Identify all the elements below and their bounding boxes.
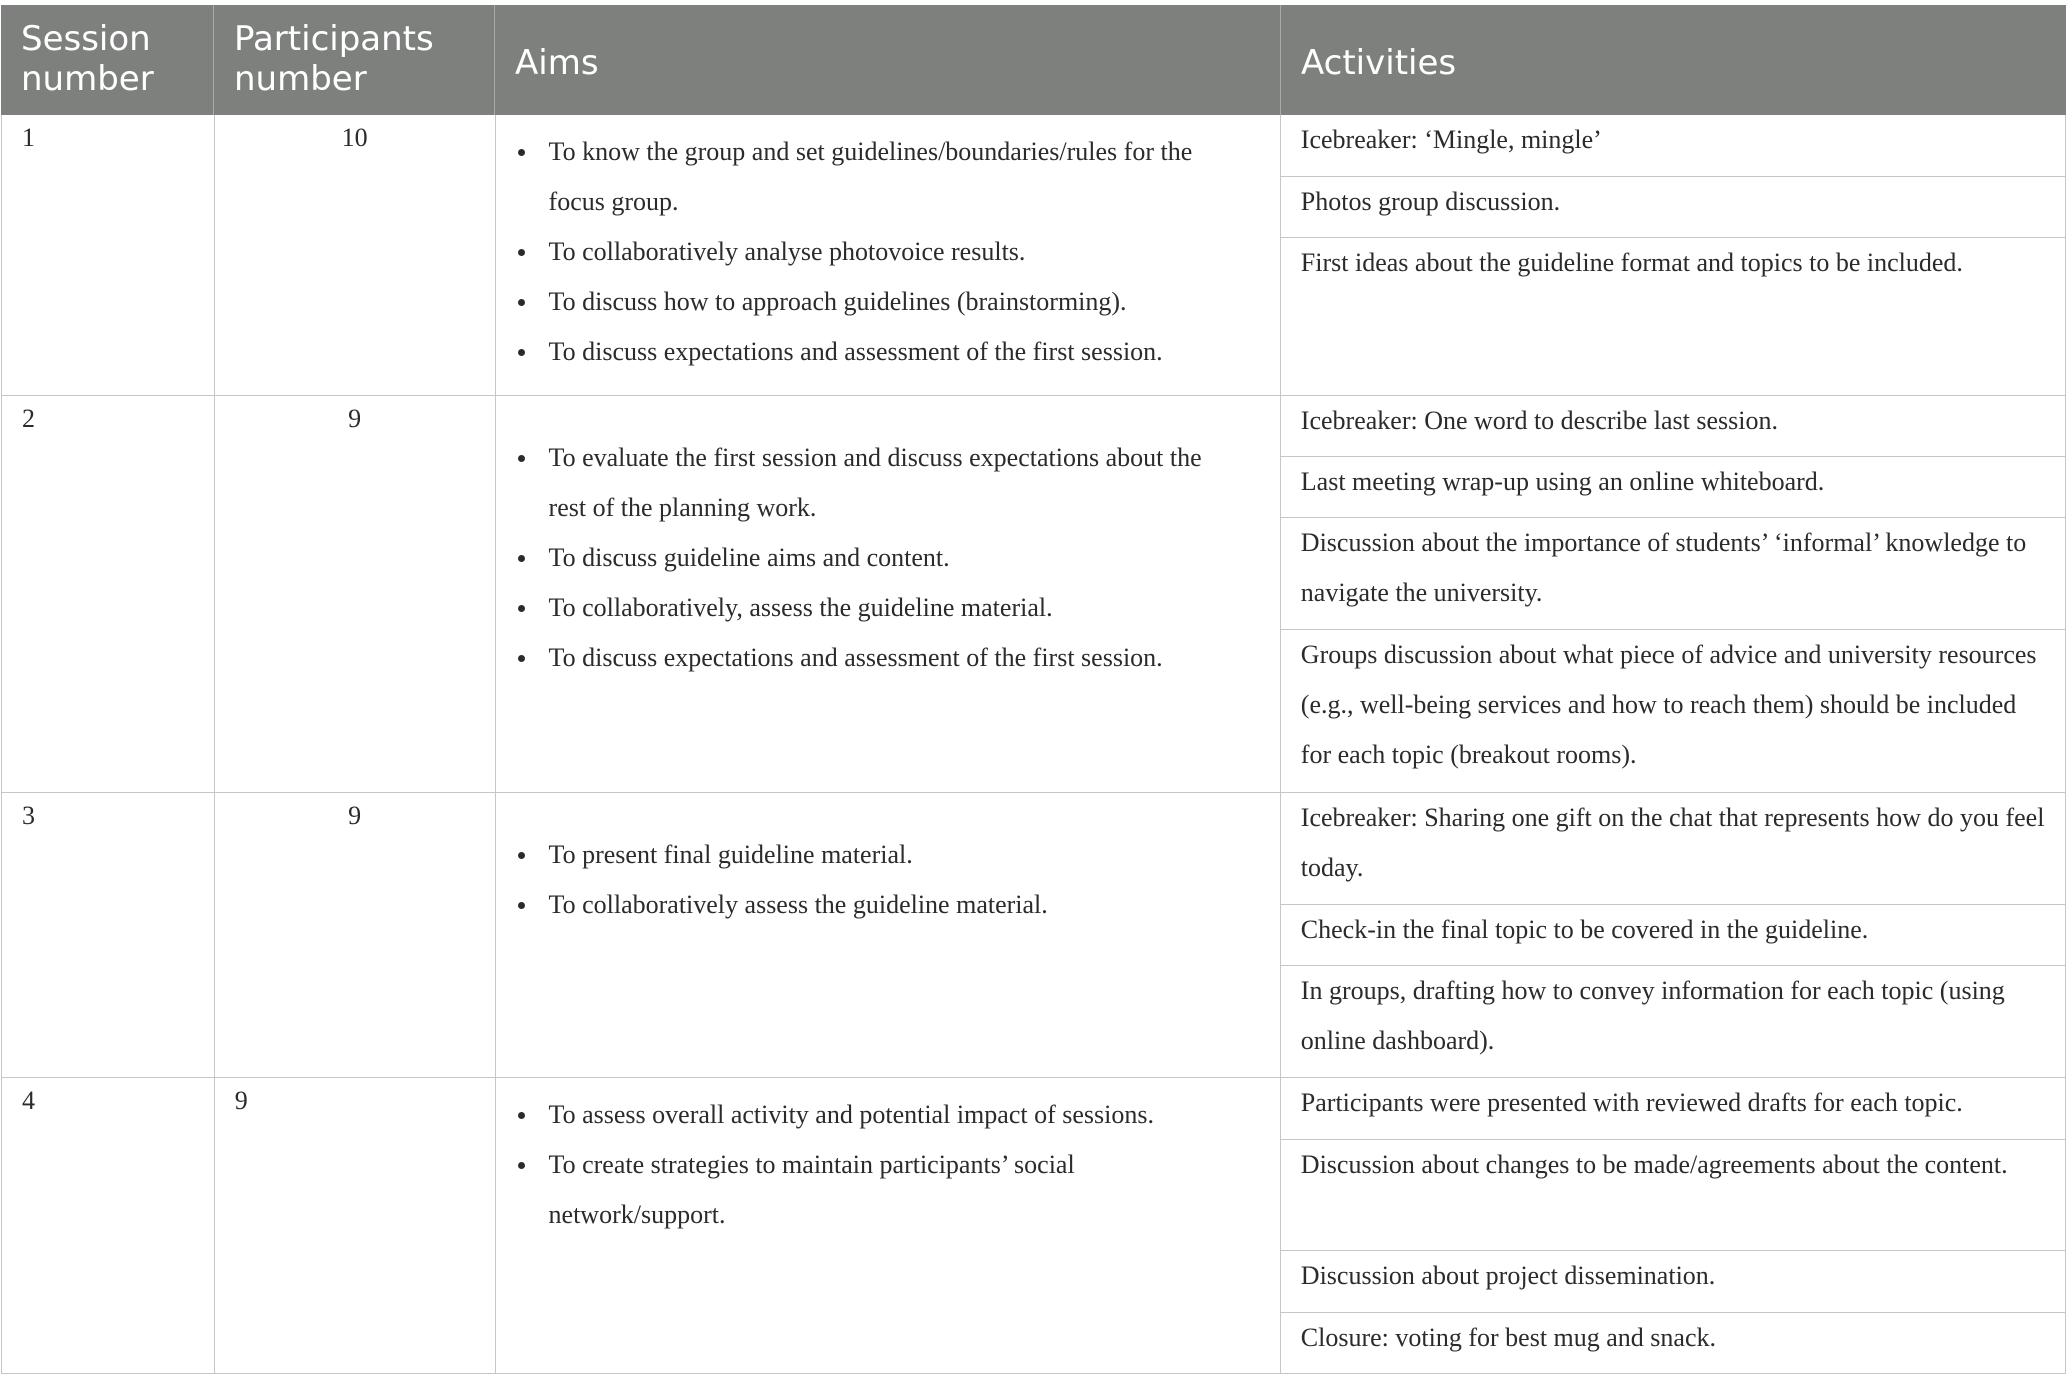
header-aims-label: Aims <box>515 43 599 83</box>
aim-item: To discuss expectations and assessment of the first session. <box>516 327 1240 377</box>
aim-item: To discuss how to approach guidelines (brainstorming). <box>516 277 1240 327</box>
aim-item: To collaboratively analyse photovoice results. <box>516 227 1240 277</box>
participants-number-cell: 9 <box>215 396 496 792</box>
aim-item: To know the group and set guidelines/boundaries/rules for the focus group. <box>516 127 1240 227</box>
activity-item: Discussion about the importance of students’ ‘informal’ knowledge to navigate the university. <box>1281 518 2065 630</box>
header-session-number <box>1 5 214 115</box>
header-activities <box>1281 5 2066 115</box>
aim-item: To assess overall activity and potential impact of sessions. <box>516 1090 1240 1140</box>
aims-cell <box>496 115 1281 395</box>
header-aims <box>495 5 1281 115</box>
table-header <box>1 5 2066 115</box>
activity-item: In groups, drafting how to convey information for each topic (using online dashboard). <box>1300 976 2005 1055</box>
activities-cell <box>1281 396 2065 792</box>
session-number-cell: 2 <box>2 396 215 792</box>
participants-number-cell: 9 <box>215 1078 496 1373</box>
aims-list <box>516 127 1240 377</box>
session-number-cell: 4 <box>2 1078 215 1373</box>
sessions-table <box>1 5 2066 1374</box>
aim-item: To create strategies to maintain participants’ social network/support. <box>516 1140 1240 1240</box>
aim-item: To present final guideline material. <box>516 830 1240 880</box>
activity-item: Icebreaker: One word to describe last session. <box>1281 396 2065 457</box>
activity-item: Photos group discussion. <box>1281 177 2065 238</box>
table-row-session-3 <box>1 793 2066 1078</box>
table-row-session-1 <box>1 115 2066 396</box>
header-participants-number-line-2: number <box>234 59 367 99</box>
aims-list <box>516 830 1240 930</box>
activity-item: Icebreaker: Sharing one gift on the chat that represents how do you feel today. <box>1281 793 2065 905</box>
activities-cell <box>1281 793 2065 1077</box>
aim-item: To discuss expectations and assessment of the first session. <box>516 633 1240 683</box>
aims-list <box>516 1090 1240 1240</box>
participants-number-cell: 9 <box>215 793 496 1077</box>
aims-cell <box>496 396 1281 792</box>
session-number-cell: 1 <box>2 115 215 395</box>
aim-item: To collaboratively, assess the guideline material. <box>516 583 1240 633</box>
header-participants-number-line-1: Participants <box>234 19 434 59</box>
aim-item: To discuss guideline aims and content. <box>516 533 1240 583</box>
activity-item: Groups discussion about what piece of advice and university resources (e.g., well-being services and how to reach them) should be included for each topic (breakout rooms). <box>1300 640 2037 769</box>
table-row-session-2 <box>1 396 2066 793</box>
header-session-number-line-2: number <box>21 59 154 99</box>
activities-cell <box>1281 115 2065 395</box>
aim-item: To collaboratively assess the guideline material. <box>516 880 1240 930</box>
activity-item: First ideas about the guideline format and topics to be included. <box>1300 248 1963 277</box>
activities-cell <box>1281 1078 2065 1373</box>
activity-item: Check-in the final topic to be covered in the guideline. <box>1281 905 2065 966</box>
activity-item: Participants were presented with reviewed drafts for each topic. <box>1281 1078 2065 1140</box>
aims-cell <box>496 793 1281 1077</box>
aims-list <box>516 433 1240 683</box>
activity-item: Icebreaker: ‘Mingle, mingle’ <box>1281 115 2065 177</box>
session-number-cell: 3 <box>2 793 215 1077</box>
aims-cell <box>496 1078 1281 1373</box>
activity-item: Closure: voting for best mug and snack. <box>1300 1323 1717 1352</box>
aim-item: To evaluate the first session and discuss expectations about the rest of the planning work. <box>516 433 1240 533</box>
activity-item: Discussion about changes to be made/agreements about the content. <box>1281 1140 2065 1251</box>
activity-item: Discussion about project dissemination. <box>1281 1251 2065 1313</box>
activity-item: Last meeting wrap-up using an online whiteboard. <box>1281 457 2065 518</box>
header-participants-number <box>214 5 495 115</box>
table-row-session-4 <box>1 1078 2066 1374</box>
header-activities-label: Activities <box>1301 43 1457 83</box>
header-session-number-line-1: Session <box>21 19 151 59</box>
participants-number-cell: 10 <box>215 115 496 395</box>
